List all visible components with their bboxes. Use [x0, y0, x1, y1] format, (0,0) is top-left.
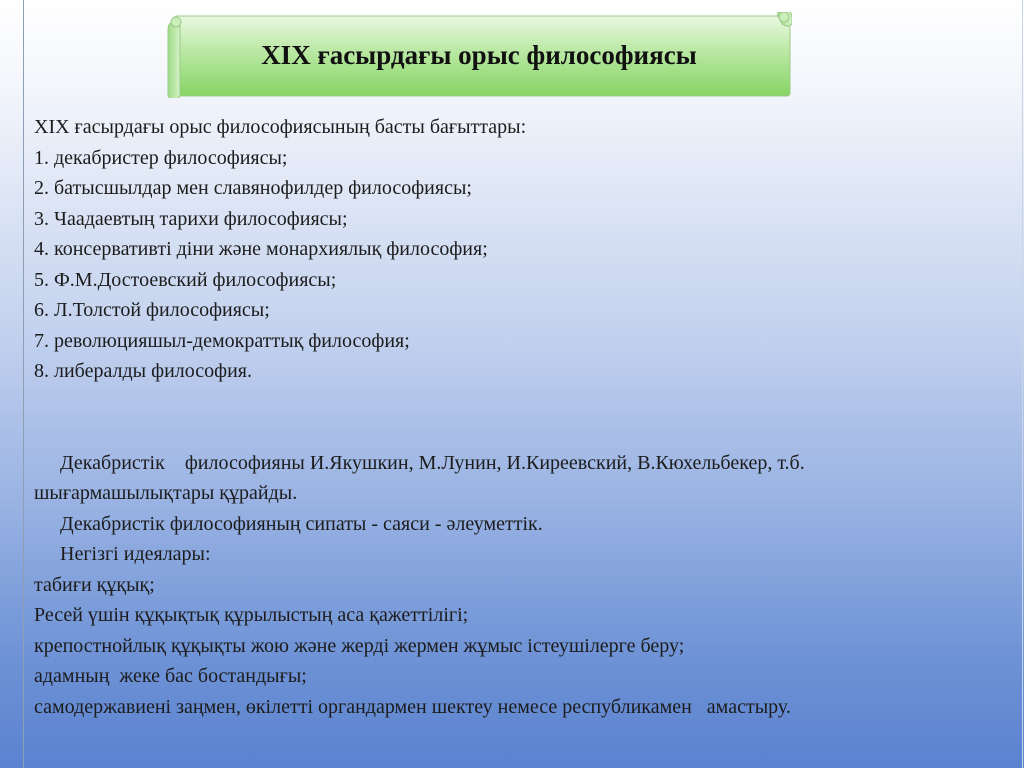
- direction-item-1: 1. декабристер философиясы;: [34, 146, 288, 169]
- slide-body: [34, 112, 1019, 722]
- direction-item-8: 8. либералды философия.: [34, 360, 252, 382]
- spacer: [34, 387, 1019, 448]
- idea-item-4: адамның жеке бас бостандығы;: [34, 665, 307, 687]
- direction-item-7: 7. революцияшыл-демократтық философия;: [34, 329, 410, 352]
- direction-item-2: 2. батысшылдар мен славянофилдер философиясы;: [34, 177, 472, 199]
- idea-item-1: табиғи құқық;: [34, 573, 155, 596]
- slide-frame-right: [1022, 0, 1023, 768]
- idea-item-2: Ресей үшін құқықтық құрылыстың аса қажеттілігі;: [34, 604, 469, 626]
- ideas-heading: Негізгі идеялары:: [60, 543, 211, 565]
- decembrist-nature-paragraph: Декабристік философияның сипаты - саяси - әлеуметтік.: [60, 512, 543, 535]
- decembrist-paragraph-line-1: Декабристік философияны И.Якушкин, М.Лунин, И.Киреевский, В.Кюхельбекер, т.б.: [60, 451, 805, 474]
- slide-title: XIX ғасырдағы орыс философиясы: [261, 40, 697, 70]
- decembrist-paragraph-line-2: шығармашылықтары құрайды.: [34, 482, 298, 504]
- direction-item-5: 5. Ф.М.Достоевский философиясы;: [34, 268, 337, 291]
- direction-item-6: 6. Л.Толстой философиясы;: [34, 299, 270, 321]
- title-scroll-banner: [166, 12, 792, 98]
- idea-item-5: самодержавиені заңмен, өкілетті органдармен шектеу немесе республикамен амастыру.: [34, 695, 791, 718]
- direction-item-3: 3. Чаадаевтың тарихи философиясы;: [34, 207, 348, 230]
- slide-frame-left: [23, 0, 24, 768]
- idea-item-3: крепостнойлық құқықты жою және жерді жермен жұмыс істеушілерге беру;: [34, 634, 685, 657]
- direction-item-4: 4. консервативті діни және монархиялық философия;: [34, 238, 488, 260]
- intro-line: XIX ғасырдағы орыс философиясының басты бағыттары:: [34, 116, 527, 138]
